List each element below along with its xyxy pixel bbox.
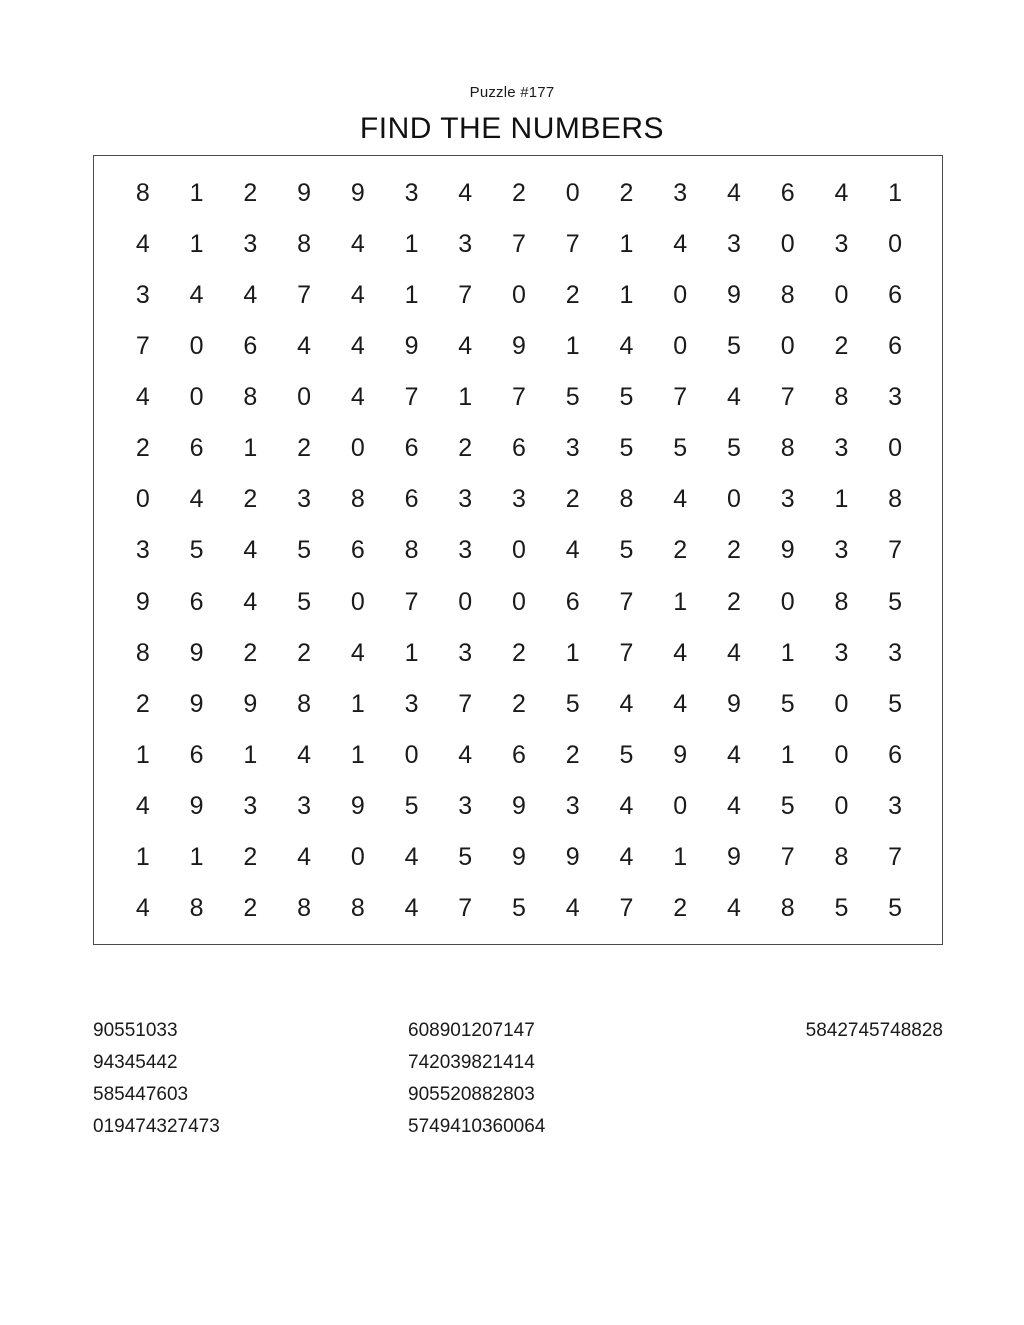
grid-cell[interactable]: 3 <box>834 638 849 667</box>
grid-cell[interactable]: 7 <box>888 536 903 565</box>
grid-cell[interactable]: 6 <box>888 332 903 361</box>
grid-cell[interactable]: 5 <box>888 893 903 922</box>
grid-cell[interactable]: 3 <box>458 638 473 667</box>
grid-cell[interactable]: 1 <box>673 842 688 871</box>
grid-cell[interactable]: 9 <box>726 281 741 310</box>
grid-cell[interactable]: 2 <box>297 434 311 463</box>
grid-cell[interactable]: 7 <box>619 893 634 922</box>
grid-cell[interactable]: 1 <box>834 485 849 514</box>
grid-cell[interactable]: 6 <box>350 536 365 565</box>
grid-cell[interactable]: 0 <box>888 434 903 463</box>
grid-cell[interactable]: 8 <box>619 485 634 514</box>
grid-cell[interactable]: 3 <box>673 179 688 208</box>
grid-cell[interactable]: 2 <box>673 536 688 565</box>
grid-cell[interactable]: 5 <box>512 893 526 922</box>
grid-cell[interactable]: 0 <box>404 740 419 769</box>
grid-cell[interactable]: 8 <box>780 434 795 463</box>
grid-cell[interactable]: 4 <box>726 791 741 820</box>
grid-cell[interactable]: 8 <box>297 893 311 922</box>
number-list-item[interactable]: 019474327473 <box>93 1116 220 1137</box>
grid-cell[interactable]: 5 <box>780 791 795 820</box>
grid-cell[interactable]: 3 <box>404 179 419 208</box>
grid-cell[interactable]: 7 <box>135 332 150 361</box>
number-grid <box>94 156 944 946</box>
grid-cell[interactable]: 4 <box>297 740 311 769</box>
grid-cell[interactable]: 4 <box>297 842 311 871</box>
grid-cell[interactable]: 2 <box>565 485 580 514</box>
grid-cell[interactable]: 0 <box>512 281 526 310</box>
grid-cell[interactable]: 8 <box>189 893 204 922</box>
grid-cell[interactable]: 5 <box>834 893 849 922</box>
grid-cell[interactable]: 8 <box>297 230 311 259</box>
grid-cell[interactable]: 4 <box>404 893 419 922</box>
grid-cell[interactable]: 3 <box>297 485 311 514</box>
number-list-item[interactable]: 608901207147 <box>408 1020 535 1041</box>
grid-cell[interactable]: 2 <box>458 434 473 463</box>
grid-cell[interactable]: 2 <box>834 332 849 361</box>
number-list-item[interactable]: 742039821414 <box>408 1052 535 1073</box>
grid-cell[interactable]: 4 <box>458 179 473 208</box>
grid-cell[interactable]: 3 <box>135 536 150 565</box>
grid-cell[interactable]: 2 <box>726 587 741 616</box>
grid-cell[interactable]: 3 <box>458 485 473 514</box>
grid-cell[interactable]: 4 <box>243 587 258 616</box>
number-grid-frame <box>93 155 943 945</box>
grid-cell[interactable]: 3 <box>834 536 849 565</box>
grid-cell[interactable]: 6 <box>888 740 903 769</box>
grid-cell[interactable]: 7 <box>297 281 311 310</box>
grid-cell[interactable]: 0 <box>834 740 849 769</box>
grid-cell[interactable]: 5 <box>726 332 741 361</box>
grid-cell[interactable]: 0 <box>888 230 903 259</box>
grid-cell[interactable]: 1 <box>404 638 419 667</box>
grid-cell[interactable]: 2 <box>243 893 258 922</box>
grid-cell[interactable]: 5 <box>780 689 795 718</box>
grid-cell[interactable]: 4 <box>350 383 365 412</box>
number-list-column <box>698 1015 943 1143</box>
grid-cell[interactable]: 8 <box>834 587 849 616</box>
grid-cell[interactable]: 3 <box>458 230 473 259</box>
grid-cell[interactable]: 2 <box>243 179 258 208</box>
grid-cell[interactable]: 4 <box>189 485 204 514</box>
grid-cell[interactable]: 6 <box>780 179 795 208</box>
grid-cell[interactable]: 3 <box>404 689 419 718</box>
grid-cell[interactable]: 2 <box>565 281 580 310</box>
grid-cell[interactable]: 3 <box>512 485 526 514</box>
grid-cell[interactable]: 7 <box>888 842 903 871</box>
grid-cell[interactable]: 5 <box>619 434 634 463</box>
grid-cell[interactable]: 5 <box>565 383 580 412</box>
grid-cell[interactable]: 4 <box>565 893 580 922</box>
grid-cell[interactable]: 0 <box>189 383 204 412</box>
grid-cell[interactable]: 8 <box>135 179 150 208</box>
grid-cell[interactable]: 9 <box>189 791 204 820</box>
grid-cell[interactable]: 1 <box>780 638 795 667</box>
grid-cell[interactable]: 3 <box>834 434 849 463</box>
grid-cell[interactable]: 3 <box>888 383 903 412</box>
grid-cell[interactable]: 9 <box>350 179 365 208</box>
grid-cell[interactable]: 7 <box>512 383 526 412</box>
number-list-item[interactable]: 905520882803 <box>408 1084 535 1105</box>
grid-cell[interactable]: 8 <box>404 536 419 565</box>
grid-cell[interactable]: 3 <box>458 791 473 820</box>
grid-cell[interactable]: 4 <box>673 689 688 718</box>
grid-cell[interactable]: 2 <box>243 638 258 667</box>
grid-cell[interactable]: 4 <box>135 383 150 412</box>
grid-cell[interactable]: 1 <box>243 434 258 463</box>
grid-cell[interactable]: 0 <box>673 281 688 310</box>
grid-cell[interactable]: 1 <box>243 740 258 769</box>
grid-cell[interactable]: 1 <box>189 179 204 208</box>
grid-cell[interactable]: 0 <box>726 485 741 514</box>
grid-cell[interactable]: 7 <box>458 689 473 718</box>
grid-cell[interactable]: 0 <box>834 791 849 820</box>
grid-cell[interactable]: 7 <box>458 281 473 310</box>
grid-cell[interactable]: 1 <box>780 740 795 769</box>
grid-cell[interactable]: 2 <box>297 638 311 667</box>
grid-cell[interactable]: 2 <box>726 536 741 565</box>
grid-cell[interactable]: 4 <box>458 740 473 769</box>
grid-cell[interactable]: 8 <box>780 893 795 922</box>
grid-cell[interactable]: 0 <box>780 587 795 616</box>
grid-cell[interactable]: 1 <box>619 230 634 259</box>
grid-cell[interactable]: 7 <box>458 893 473 922</box>
grid-cell[interactable]: 9 <box>512 791 526 820</box>
grid-cell[interactable]: 0 <box>189 332 204 361</box>
grid-cell[interactable]: 1 <box>888 179 903 208</box>
grid-cell[interactable]: 4 <box>619 842 634 871</box>
number-list-item[interactable]: 90551033 <box>93 1020 178 1041</box>
number-list-item[interactable]: 585447603 <box>93 1084 189 1105</box>
page-title: FIND THE NUMBERS <box>359 112 665 145</box>
grid-cell[interactable]: 4 <box>619 689 634 718</box>
grid-cell[interactable]: 5 <box>619 740 634 769</box>
grid-cell[interactable]: 4 <box>350 281 365 310</box>
grid-cell[interactable]: 7 <box>780 842 795 871</box>
grid-cell[interactable]: 4 <box>135 230 150 259</box>
grid-cell[interactable]: 6 <box>888 281 903 310</box>
grid-cell[interactable]: 6 <box>189 587 204 616</box>
grid-cell[interactable]: 5 <box>888 689 903 718</box>
grid-cell[interactable]: 4 <box>726 638 741 667</box>
grid-cell[interactable]: 5 <box>888 587 903 616</box>
grid-cell[interactable]: 7 <box>404 383 419 412</box>
grid-cell[interactable]: 4 <box>243 281 258 310</box>
grid-cell[interactable]: 1 <box>619 281 634 310</box>
grid-cell[interactable]: 4 <box>243 536 258 565</box>
grid-cell[interactable]: 7 <box>512 230 526 259</box>
grid-cell[interactable]: 0 <box>350 434 365 463</box>
grid-cell[interactable]: 8 <box>350 893 365 922</box>
grid-cell[interactable]: 5 <box>565 689 580 718</box>
grid-cell[interactable]: 9 <box>243 689 258 718</box>
number-list-item[interactable]: 5749410360064 <box>408 1116 546 1137</box>
grid-cell[interactable]: 3 <box>458 536 473 565</box>
grid-cell[interactable]: 9 <box>565 842 580 871</box>
grid-cell[interactable]: 9 <box>297 179 311 208</box>
grid-cell[interactable]: 2 <box>512 638 526 667</box>
grid-cell[interactable]: 5 <box>297 536 311 565</box>
grid-cell[interactable]: 0 <box>350 587 365 616</box>
grid-cell[interactable]: 9 <box>726 842 741 871</box>
grid-cell[interactable]: 1 <box>135 842 150 871</box>
grid-cell[interactable]: 1 <box>565 638 580 667</box>
grid-cell[interactable]: 8 <box>243 383 258 412</box>
grid-cell[interactable]: 2 <box>673 893 688 922</box>
grid-cell[interactable]: 6 <box>243 332 258 361</box>
grid-cell[interactable]: 8 <box>888 485 903 514</box>
grid-cell[interactable]: 0 <box>512 587 526 616</box>
grid-cell[interactable]: 2 <box>243 485 258 514</box>
grid-cell[interactable]: 9 <box>404 332 419 361</box>
grid-cell[interactable]: 1 <box>404 281 419 310</box>
grid-cell[interactable]: 4 <box>619 332 634 361</box>
grid-cell[interactable]: 8 <box>834 383 849 412</box>
grid-cell[interactable]: 0 <box>350 842 365 871</box>
grid-cell[interactable]: 5 <box>619 383 634 412</box>
grid-cell[interactable]: 9 <box>135 587 150 616</box>
grid-cell[interactable]: 3 <box>243 791 258 820</box>
grid-cell[interactable]: 4 <box>350 332 365 361</box>
grid-cell[interactable]: 5 <box>726 434 741 463</box>
grid-cell[interactable]: 4 <box>297 332 311 361</box>
grid-cell[interactable]: 4 <box>726 179 741 208</box>
grid-cell[interactable]: 4 <box>404 842 419 871</box>
grid-cell[interactable]: 4 <box>673 638 688 667</box>
grid-cell[interactable]: 5 <box>189 536 204 565</box>
grid-cell[interactable]: 2 <box>512 689 526 718</box>
grid-cell[interactable]: 8 <box>297 689 311 718</box>
grid-cell[interactable]: 7 <box>619 638 634 667</box>
grid-cell[interactable]: 4 <box>135 893 150 922</box>
grid-cell[interactable]: 0 <box>512 536 526 565</box>
grid-cell[interactable]: 6 <box>512 740 526 769</box>
grid-cell[interactable]: 1 <box>673 587 688 616</box>
grid-cell[interactable]: 3 <box>888 791 903 820</box>
grid-cell[interactable]: 4 <box>834 179 849 208</box>
grid-cell[interactable]: 0 <box>834 281 849 310</box>
grid-cell[interactable]: 4 <box>726 740 741 769</box>
grid-cell[interactable]: 9 <box>189 689 204 718</box>
grid-cell[interactable]: 0 <box>673 332 688 361</box>
grid-cell[interactable]: 2 <box>135 689 150 718</box>
grid-cell[interactable]: 8 <box>350 485 365 514</box>
grid-cell[interactable]: 8 <box>780 281 795 310</box>
grid-cell[interactable]: 0 <box>135 485 150 514</box>
grid-cell[interactable]: 0 <box>834 689 849 718</box>
grid-cell[interactable]: 0 <box>297 383 311 412</box>
grid-cell[interactable]: 3 <box>780 485 795 514</box>
grid-cell[interactable]: 9 <box>189 638 204 667</box>
grid-cell[interactable]: 0 <box>673 791 688 820</box>
grid-cell[interactable]: 1 <box>189 230 204 259</box>
grid-cell[interactable]: 3 <box>243 230 258 259</box>
grid-cell[interactable]: 3 <box>565 791 580 820</box>
number-list-column <box>93 1015 408 1143</box>
grid-cell[interactable]: 4 <box>458 332 473 361</box>
grid-cell[interactable]: 7 <box>780 383 795 412</box>
grid-cell[interactable]: 8 <box>135 638 150 667</box>
grid-cell[interactable]: 9 <box>512 842 526 871</box>
grid-cell[interactable]: 9 <box>780 536 795 565</box>
grid-cell[interactable]: 5 <box>673 434 688 463</box>
grid-cell[interactable]: 3 <box>888 638 903 667</box>
grid-cell[interactable]: 1 <box>350 740 365 769</box>
grid-cell[interactable]: 5 <box>297 587 311 616</box>
grid-cell[interactable]: 9 <box>673 740 688 769</box>
number-list-item[interactable]: 94345442 <box>93 1052 178 1073</box>
grid-cell[interactable]: 7 <box>404 587 419 616</box>
number-search-list <box>93 1015 943 1143</box>
grid-cell[interactable]: 7 <box>619 587 634 616</box>
grid-cell[interactable]: 3 <box>297 791 311 820</box>
puzzle-id: Puzzle #177 <box>469 84 555 101</box>
grid-cell[interactable]: 2 <box>243 842 258 871</box>
grid-cell[interactable]: 0 <box>780 332 795 361</box>
grid-cell[interactable]: 2 <box>135 434 150 463</box>
grid-cell[interactable]: 6 <box>404 485 419 514</box>
grid-cell[interactable]: 6 <box>404 434 419 463</box>
grid-cell[interactable]: 4 <box>726 893 741 922</box>
grid-cell[interactable]: 4 <box>135 791 150 820</box>
grid-cell[interactable]: 5 <box>619 536 634 565</box>
grid-cell[interactable]: 4 <box>673 230 688 259</box>
grid-cell[interactable]: 4 <box>189 281 204 310</box>
grid-cell[interactable]: 4 <box>565 536 580 565</box>
grid-cell[interactable]: 2 <box>512 179 526 208</box>
grid-cell[interactable]: 3 <box>834 230 849 259</box>
grid-cell[interactable]: 2 <box>565 740 580 769</box>
grid-cell[interactable]: 0 <box>458 587 473 616</box>
grid-cell[interactable]: 1 <box>350 689 365 718</box>
grid-cell[interactable]: 7 <box>565 230 580 259</box>
grid-cell[interactable]: 6 <box>189 740 204 769</box>
grid-cell[interactable]: 4 <box>673 485 688 514</box>
number-list-item[interactable]: 5842745748828 <box>805 1020 943 1041</box>
grid-cell[interactable]: 1 <box>458 383 473 412</box>
grid-cell[interactable]: 9 <box>512 332 526 361</box>
grid-cell[interactable]: 2 <box>619 179 634 208</box>
grid-cell[interactable]: 6 <box>189 434 204 463</box>
grid-cell[interactable]: 8 <box>834 842 849 871</box>
grid-cell[interactable]: 5 <box>458 842 473 871</box>
grid-cell[interactable]: 1 <box>135 740 150 769</box>
grid-cell[interactable]: 1 <box>404 230 419 259</box>
grid-cell[interactable]: 6 <box>565 587 580 616</box>
grid-cell[interactable]: 3 <box>135 281 150 310</box>
grid-cell[interactable]: 4 <box>619 791 634 820</box>
grid-cell[interactable]: 7 <box>673 383 688 412</box>
grid-cell[interactable]: 3 <box>726 230 741 259</box>
grid-cell[interactable]: 5 <box>404 791 419 820</box>
grid-cell[interactable]: 0 <box>780 230 795 259</box>
grid-cell[interactable]: 4 <box>350 230 365 259</box>
grid-cell[interactable]: 0 <box>565 179 580 208</box>
grid-cell[interactable]: 6 <box>512 434 526 463</box>
grid-cell[interactable]: 3 <box>565 434 580 463</box>
number-list-column <box>408 1015 698 1143</box>
grid-cell[interactable]: 4 <box>726 383 741 412</box>
grid-cell[interactable]: 1 <box>565 332 580 361</box>
grid-cell[interactable]: 9 <box>350 791 365 820</box>
grid-cell[interactable]: 9 <box>726 689 741 718</box>
grid-cell[interactable]: 4 <box>350 638 365 667</box>
grid-cell[interactable]: 1 <box>189 842 204 871</box>
